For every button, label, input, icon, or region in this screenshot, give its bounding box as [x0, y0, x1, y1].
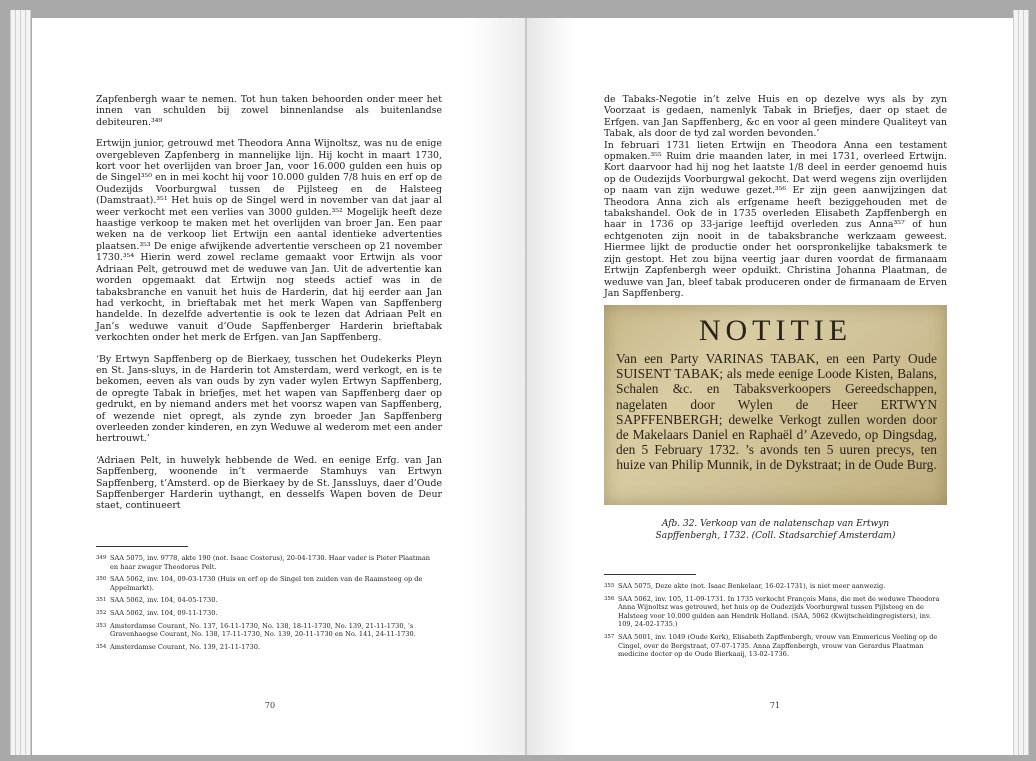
footnote — [96, 575, 436, 592]
footnote-text: SAA 5062, inv. 104, 04-05-1730. — [110, 596, 218, 605]
left-footnotes — [96, 554, 436, 655]
paragraph: Zapfenbergh waar te nemen. Tot hun taken behoorden onder meer het innen van schulden bij zowel binnenlandse als buitenlandse debiteuren.³⁴⁹ — [96, 94, 442, 128]
footnote-number: 353 — [96, 622, 107, 629]
right-page — [527, 18, 1013, 755]
footnote-number: 356 — [604, 595, 615, 602]
footnote-number: 354 — [96, 643, 107, 650]
footnote-number: 352 — [96, 609, 107, 616]
left-page-text — [96, 94, 442, 512]
footnote-text: SAA 5062, inv. 105, 11-09-1731. In 1735 verkocht François Mans, die met de weduwe Theodora Anna Wijnoltsz was getrouwd, het huis op de Oudezijds Voorburgwal tussen Pijlsteeg en de Halsteeg voor 10.000 gulden aan Hendrik Holland. (SAA, 5062 (Kwijtscheldingregisters), inv. 109, 24-02-1735.) — [618, 594, 940, 629]
page-number: 70 — [264, 701, 276, 710]
right-footnotes — [604, 582, 944, 663]
quote-paragraph: de Tabaks-Negotie in’t zelve Huis en op dezelve wys als by zyn Voorzaat is gedaen, namenlyk Tabak in Briefjes, daer op staet de Erfgen. van Jan Sapffenberg, &c en voor al geen mindere Qualiteyt van Tabak, als door de tyd zal worden bevonden.’ — [604, 94, 947, 140]
footnote-text: Amsterdamse Courant, No. 137, 16-11-1730, No. 138, 18-11-1730, No. 139, 21-11-1730, ’s Gravenhaegse Courant, No. 138, 17-11-1730, No. 139, 20-11-1730 en No. 141, 24-11-1730. — [110, 621, 416, 639]
footnote — [604, 595, 944, 629]
footnote — [96, 554, 436, 571]
right-page-text — [604, 94, 947, 309]
quote-paragraph: ‘By Ertwyn Sapffenberg op de Bierkaey, tusschen het Oudekerks Pleyn en St. Jans-sluys, in de Harderin tot Amsterdam, werd verkogt, en is te bekomen, eeven als van ouds by zyn vader wylen Ertwyn Sapffenberg, de opregte Tabak in briefjes, met het wapen van Sapffenberg daer op gedrukt, en by niemand anders met het voorsz wapen van Sapffenberg, of wezende niet opregt, als zynde zyn broeder Jan Sapffenberg overleeden zonder kinderen, en zyn Weduwe al wederom met een ander hertrouwt.’ — [96, 353, 442, 445]
footnote-number: 351 — [96, 597, 107, 604]
footnote — [604, 582, 944, 591]
footnote-number: 355 — [604, 583, 615, 589]
page-number: 71 — [769, 701, 781, 710]
notice-heading: NOTITIE — [698, 314, 853, 347]
paragraph: In februari 1731 lieten Ertwijn en Theodora Anna een testament opmaken.³⁵⁵ Ruim drie maanden later, in mei 1731, overleed Ertwijn. Kort daarvoor had hij nog het laatste 1/8 deel in eerder genoemd huis op de Oudezijds Voorburgwal gekocht. Dat werd wegens zijn overlijden op naam van zijn weduwe gezet.³⁵⁶ Er zijn geen aanwijzingen dat Theodora Anna zich als erfgename heeft beziggehouden met de tabakshandel. Ook de in 1735 overleden Elisabeth Zapffenbergh en haar in 1736 op 33-jarige leeftijd overleden zus Anna³⁵⁷ of hun echtgenoten zijn nooit in de tabaksbranche werkzaam geweest. Hiermee lijkt de productie onder het oorspronkelijke tabaksmerk te zijn gestopt. Het zou bijna veertig jaar duren voordat de firmanaam Ertwijn Zapfenbergh weer opduikt. Christina Johanna Plaatman, de weduwe van Jan, bleef tabak produceren onder de firmanaam de Erven Jan Sapffenberg. — [604, 139, 947, 299]
book-spread — [10, 10, 1030, 755]
quote-paragraph: ‘Adriaen Pelt, in huwelyk hebbende de Wed. en eenige Erfg. van Jan Sapffenberg, woonende in’t vermaerde Stamhuys van Ertwyn Sapffenberg, t’Amsterd. op de Bierkaey by de St. Janssluys, daer d’Oude Sapffenberger Harderin uythangt, en desselfs Wapen boven de Deur staet, continueert — [96, 454, 442, 512]
caption-line: Sapffenbergh, 1732. (Coll. Stadsarchief Amsterdam) — [655, 531, 896, 541]
footnote-text: SAA 5001, inv. 1049 (Oude Kerk), Elisabeth Zapffenbergh, vrouw van Emmericus Veeling op de Cingel, over de Bergstraat, 07-07-1735. Anna Zapffenbergh, vrouw van Gerardus Plaatman medicine docter op de Oude Bierkaaij, 13-02-1736. — [618, 632, 938, 659]
footnote-rule — [96, 546, 188, 547]
footnote — [96, 596, 436, 605]
footnote-text: SAA 5062, inv. 104, 09-03-1730 (Huis en erf op de Singel ten zuiden van de Raamsteeg op de Appelmarkt). — [110, 575, 423, 592]
footnote-text: Amsterdamse Courant, No. 139, 21-11-1730. — [110, 642, 261, 651]
page-edge-right — [1023, 10, 1029, 755]
paragraph: Ertwijn junior, getrouwd met Theodora Anna Wijnoltsz, was nu de enige overgebleven Zapfenberg in mannelijke lijn. Hij kocht in maart 1730, kort voor het overlijden van broer Jan, voor 16.000 gulden een huis op de Singel³⁵⁰ en in mei kocht hij voor 10.000 gulden 7/8 huis en erf op de Oudezijds Voorburgwal tussen de Pijlsteeg en de Halsteeg (Damstraat).³⁵¹ Het huis op de Singel werd in november van dat jaar al weer verkocht met een verlies van 3000 gulden.³⁵² Mogelijk heeft deze haastige verkoop te maken met het overlijden van broer Jan. Een paar weken na de verkoop liet Ertwijn een aantal identieke advertenties plaatsen.³⁵³ De enige afwijkende advertentie verscheen op 21 november 1730.³⁵⁴ Hierin werd zowel reclame gemaakt voor Ertwijn als voor Adriaan Pelt, getrouwd met de weduwe van Jan. Uit de advertentie kan worden opgemaakt dat Ertwijn nog steeds actief was in de tabaksbranche en vanuit het huis de Harderin, dat hij eerder aan Jan had verkocht, in brieftabak met het merk Wapen van Sapffenberg handelde. In dezelfde advertentie is ook te lezen dat Adriaan Pelt en Jan’s weduwe vanuit d’Oude Sapffenberger Harderin brieftabak verkochten onder het merk de Erfgen. van Jan Sapffenberg. — [96, 138, 442, 344]
figure-caption — [604, 518, 947, 542]
page-edge-left — [25, 10, 31, 755]
footnote-number: 349 — [96, 555, 107, 561]
footnote-rule — [604, 574, 696, 575]
footnote — [96, 622, 436, 639]
footnote — [604, 633, 944, 659]
footnote — [96, 609, 436, 618]
footnote — [96, 643, 436, 652]
historical-notice-image — [604, 305, 947, 505]
footnote-text: SAA 5062, inv. 104, 09-11-1730. — [110, 608, 218, 617]
footnote-number: 357 — [604, 633, 615, 640]
caption-line: Afb. 32. Verkoop van de nalatenschap van Ertwyn — [661, 519, 890, 529]
notice-text: Van een Party VARINAS TABAK, en een Party Oude SUISENT TABAK; als mede eenige Loode Kisten, Balans, Schalen &c. en Tabaksverkoopers Gereedschappen, nagelaten door Wylen de Heer ERTWYN SAPFFENBERGH; dewelke Verkogt zullen worden door de Makelaars Daniel en Raphaël d’ Azevedo, op Dingsdag, den 5 February 1732. ’s avonds ten 5 uuren precys, ten huize van Philip Munnik, in de Dykstraat; in de Oude Burg. — [616, 351, 937, 473]
footnote-number: 350 — [96, 576, 107, 583]
footnote-text: SAA 5075, Deze akte (not. Isaac Benkelaar, 16-02-1731), is niet meer aanwezig. — [618, 582, 886, 590]
left-page — [32, 18, 527, 755]
footnote-text: SAA 5075, inv. 9778, akte 190 (not. Isaac Costerus), 20-04-1730. Haar vader is Pieter Plaatman en haar zwager Theodorus Pelt. — [110, 554, 431, 571]
